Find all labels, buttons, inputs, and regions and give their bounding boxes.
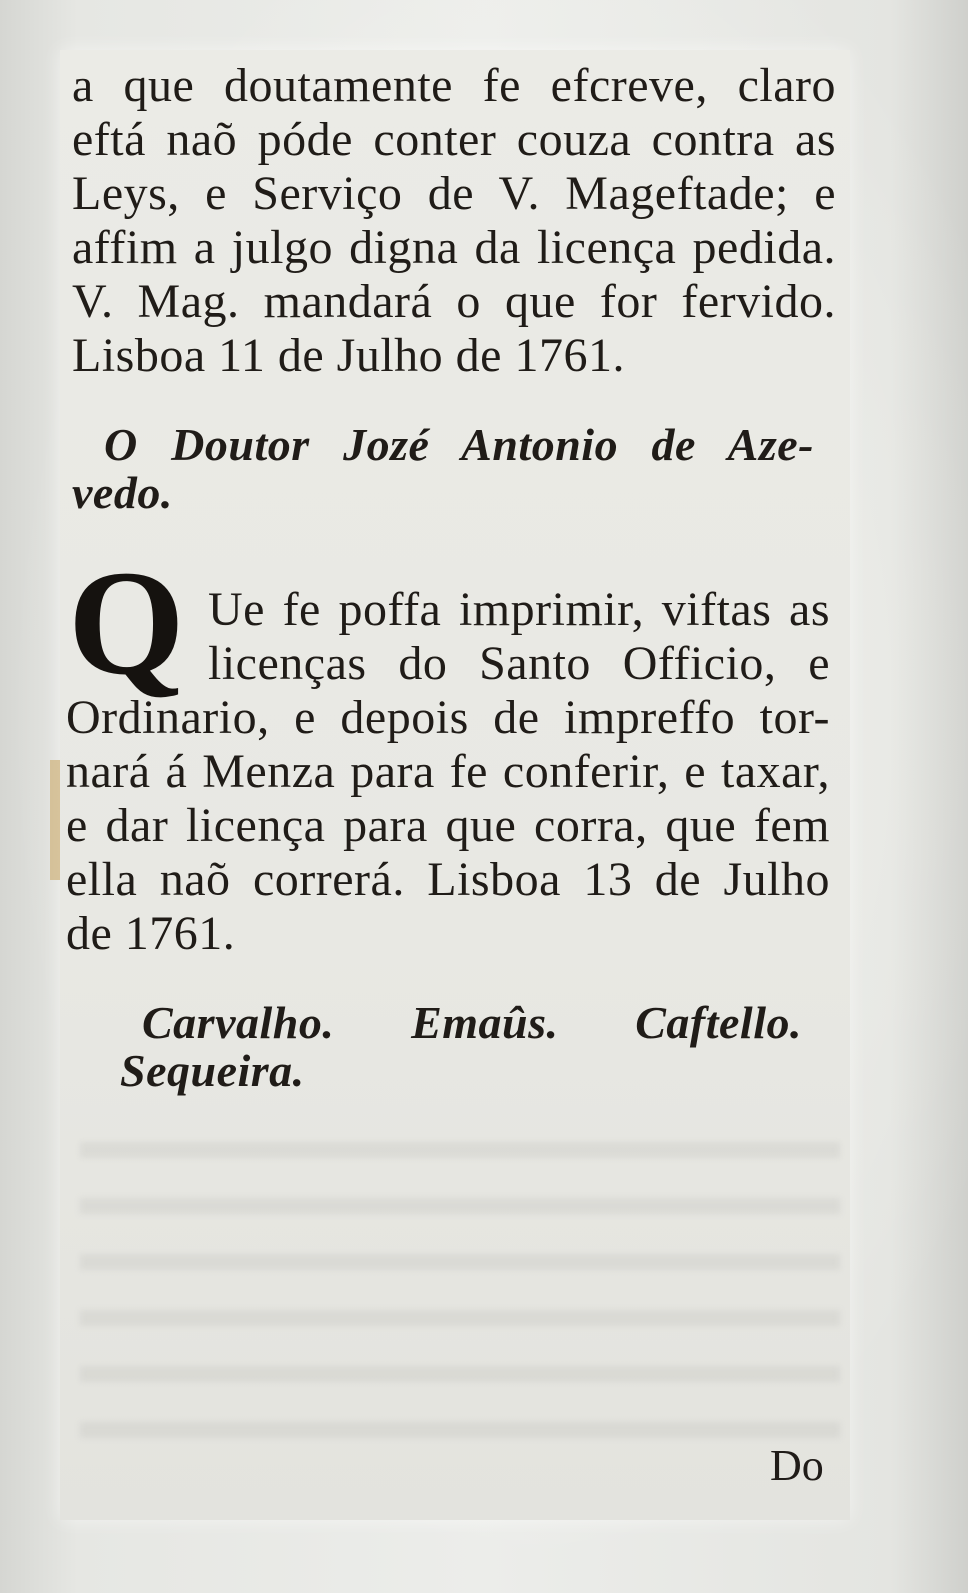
- paragraph-1-line-5: V. Mag. mandará o que for fervido.: [72, 275, 836, 328]
- paper-stain: [50, 760, 60, 880]
- paragraph-1-line-6: Lisboa 11 de Julho de 1761.: [72, 329, 625, 382]
- paragraph-2-line-2: licenças do Santo Officio, e: [208, 637, 830, 690]
- signature-1-line-1: O Doutor Jozé Antonio de Aze-: [104, 419, 814, 470]
- paragraph-2-line-7: de 1761.: [66, 907, 236, 960]
- paragraph-1-line-3: Leys, e Serviço de V. Mageftade; e: [72, 167, 836, 220]
- paragraph-2-line-1: Ue fe poffa imprimir, viftas as: [208, 583, 830, 636]
- drop-cap-initial: Q: [68, 540, 185, 706]
- signature-2-line-2: Sequeira.: [120, 1045, 305, 1096]
- paragraph-1-line-1: a que doutamente fe efcreve, claro: [72, 59, 836, 112]
- paragraph-2-line-6: ella naõ correrá. Lisboa 13 de Julho: [66, 853, 830, 906]
- paragraph-2-line-3: Ordinario, e depois de impreffo tor-: [66, 691, 830, 744]
- show-through-text: [80, 1120, 840, 1440]
- paragraph-1-line-2: eftá naõ póde conter couza contra as: [72, 113, 836, 166]
- paragraph-2-line-4: nará á Menza para fe conferir, e taxar,: [66, 745, 830, 798]
- catchword: Do: [770, 1441, 824, 1490]
- signature-2-line-1: Carvalho. Emaûs. Caftello.: [142, 997, 802, 1048]
- signature-1-line-2: vedo.: [72, 467, 173, 518]
- paragraph-1-line-4: affim a julgo digna da licença pedida.: [72, 221, 836, 274]
- paragraph-2-line-5: e dar licença para que corra, que fem: [66, 799, 830, 852]
